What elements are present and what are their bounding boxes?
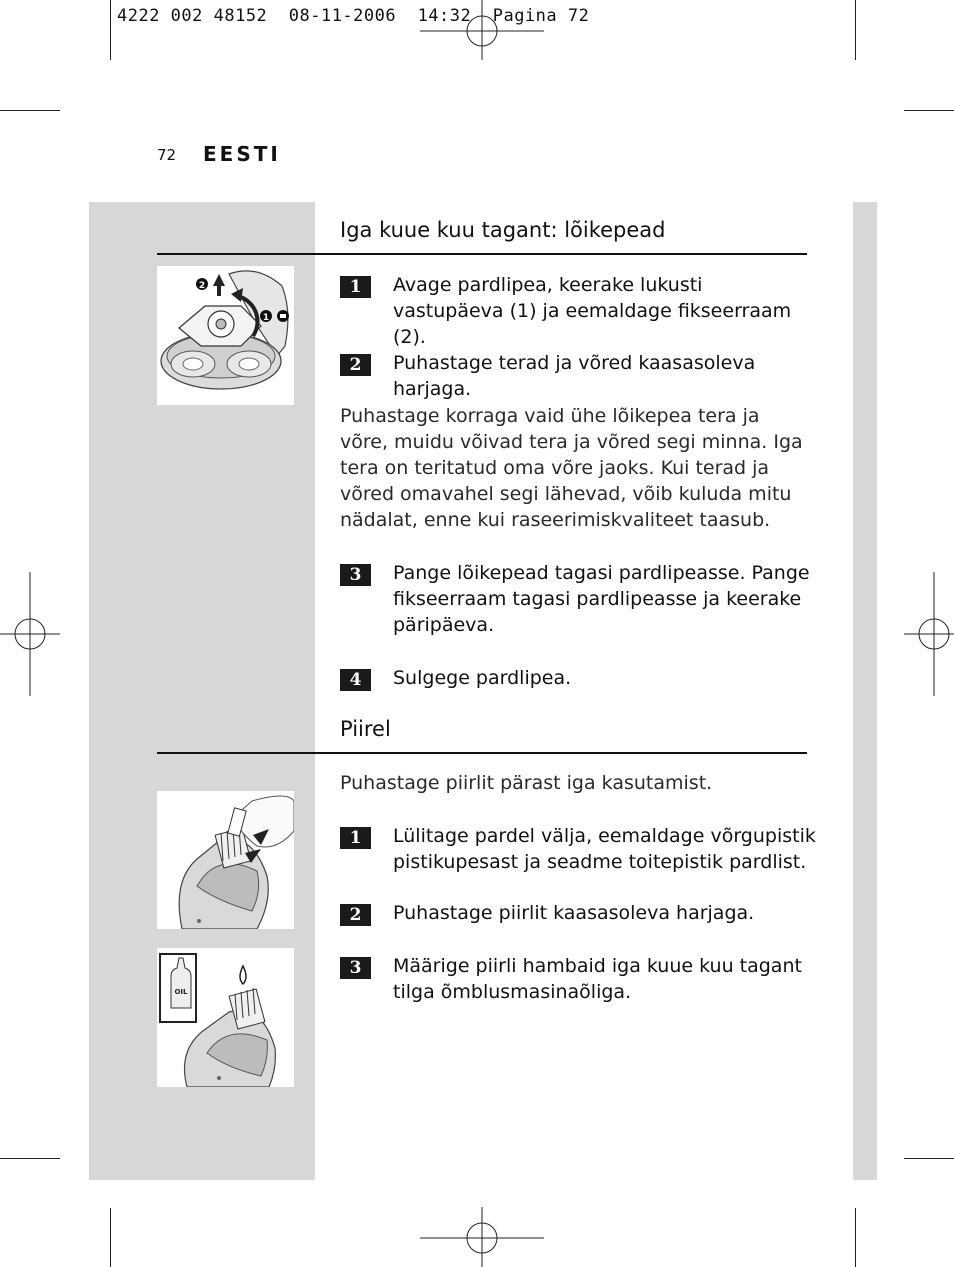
section-title-trimmer: Piirel — [340, 717, 391, 741]
step-text: Pange lõikepead tagasi pardlipeasse. Pange fikseerraam tagasi pardlipeasse ja keerake päripäeva. — [393, 562, 810, 636]
crop-mark — [0, 110, 60, 111]
section-rule — [157, 752, 807, 754]
page-number: 72 — [157, 146, 177, 164]
shaving-head-illustration — [157, 266, 294, 405]
step-marker-2: 2 — [198, 281, 206, 291]
step-text: Puhastage terad ja võred kaasasoleva harjaga. — [393, 352, 756, 400]
registration-mark-right — [904, 572, 954, 696]
step-marker-1: 1 — [262, 313, 270, 323]
registration-mark-bottom — [420, 1207, 544, 1267]
section-title-cutting-unit: Iga kuue kuu tagant: lõikepead — [340, 218, 666, 242]
step-text: Puhastage piirlit kaasasoleva harjaga. — [393, 902, 755, 924]
registration-mark-left — [0, 572, 62, 696]
crop-mark — [904, 110, 954, 111]
trimmer-oiling-illustration — [157, 948, 294, 1087]
section-rule — [157, 253, 807, 255]
oil-drop-icon — [240, 966, 246, 984]
step-number: 2 — [340, 904, 371, 926]
cutting-unit-note: Puhastage korraga vaid ühe lõikepea tera ja võre, muidu võivad tera ja võred segi minna. Iga tera on teritatud oma võre jaoks. Kui terad ja võred omavahel segi lähevad, võib kuluda mitu nädalat, enne kui raseerimiskvaliteet taasub. — [340, 405, 803, 531]
crop-mark — [110, 1208, 111, 1267]
crop-mark — [855, 0, 856, 60]
crop-mark — [855, 1208, 856, 1267]
step-number: 1 — [340, 827, 371, 849]
step-number: 3 — [340, 564, 371, 586]
step-text: Määrige piirli hambaid iga kuue kuu tagant tilga õmblusmasinaõliga. — [393, 955, 802, 1003]
trimmer-intro: Puhastage piirlit pärast iga kasutamist. — [340, 772, 713, 794]
oil-bottle-label: OIL — [174, 988, 188, 996]
step-text: Sulgege pardlipea. — [393, 667, 572, 689]
crop-mark — [904, 1158, 954, 1159]
crop-mark — [110, 0, 111, 60]
crop-mark — [0, 1158, 60, 1159]
right-sidebar-band — [853, 202, 877, 1180]
step-number: 3 — [340, 957, 371, 979]
language-heading: EESTI — [203, 142, 281, 166]
step-number: 4 — [340, 669, 371, 691]
step-number: 1 — [340, 276, 371, 298]
step-number: 2 — [340, 354, 371, 376]
step-text: Avage pardlipea, keerake lukusti vastupäeva (1) ja eemaldage fikseerraam (2). — [393, 274, 792, 348]
step-text: Lülitage pardel välja, eemaldage võrgupistik pistikupesast ja seadme toitepistik pardlist. — [393, 825, 816, 873]
trimmer-cleaning-illustration — [157, 791, 294, 929]
print-slug: 4222 002 48152 08-11-2006 14:32 Pagina 72 — [117, 6, 590, 26]
